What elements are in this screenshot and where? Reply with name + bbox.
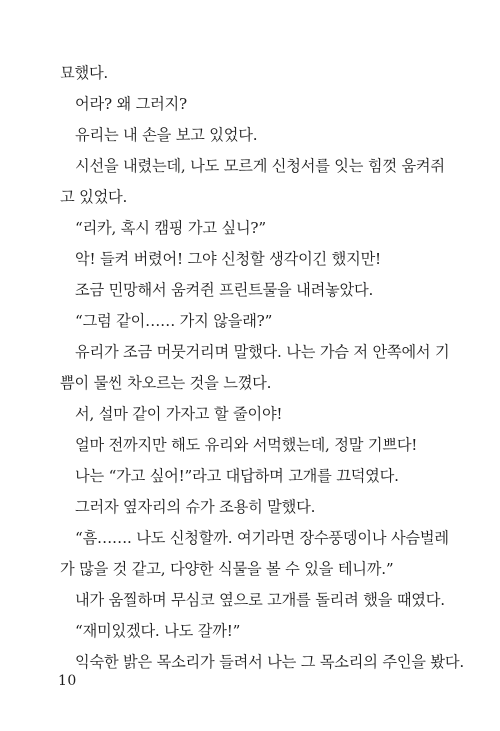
text-line: 시선을 내렸는데, 나도 모르게 신청서를 잇는 힘껏 움켜쥐	[75, 157, 445, 175]
text-line: 내가 움찔하며 무심코 옆으로 고개를 돌리려 했을 때였다.	[75, 591, 445, 609]
text-line: 묘했다.	[60, 64, 109, 82]
page-number: 10	[58, 673, 77, 689]
text-line: “그럼 같이…… 가지 않을래?”	[75, 312, 273, 330]
text-line: 나는 “가고 싶어!”라고 대답하며 고개를 끄덕였다.	[75, 467, 399, 485]
text-line: 얼마 전까지만 해도 유리와 서먹했는데, 정말 기쁘다!	[75, 436, 418, 454]
text-line: 어라? 왜 그러지?	[75, 95, 187, 113]
text-line: “재미있겠다. 나도 갈까!”	[75, 622, 241, 640]
text-line: 그러자 옆자리의 슈가 조용히 말했다.	[75, 498, 316, 516]
text-line: 가 많을 것 같고, 다양한 식물을 볼 수 있을 테니까.”	[60, 560, 394, 578]
text-line: “리카, 혹시 캠핑 가고 싶니?”	[75, 219, 266, 237]
text-line: 익숙한 밝은 목소리가 들려서 나는 그 목소리의 주인을 봤다.	[75, 653, 464, 671]
text-line: 고 있었다.	[60, 188, 128, 206]
text-line: 악! 들켜 버렸어! 그야 신청할 생각이긴 했지만!	[75, 250, 381, 268]
text-line: 유리가 조금 머뭇거리며 말했다. 나는 가슴 저 안쪽에서 기	[75, 343, 450, 361]
text-line: “흠……. 나도 신청할까. 여기라면 장수풍뎅이나 사슴벌레	[75, 529, 449, 547]
body-text	[60, 58, 464, 678]
text-line: 조금 민망해서 움켜쥔 프린트물을 내려놓았다.	[75, 281, 374, 299]
text-line: 서, 설마 같이 가자고 할 줄이야!	[75, 405, 283, 423]
text-line: 유리는 내 손을 보고 있었다.	[75, 126, 258, 144]
text-line: 쁨이 물씬 차오르는 것을 느꼈다.	[60, 374, 272, 392]
